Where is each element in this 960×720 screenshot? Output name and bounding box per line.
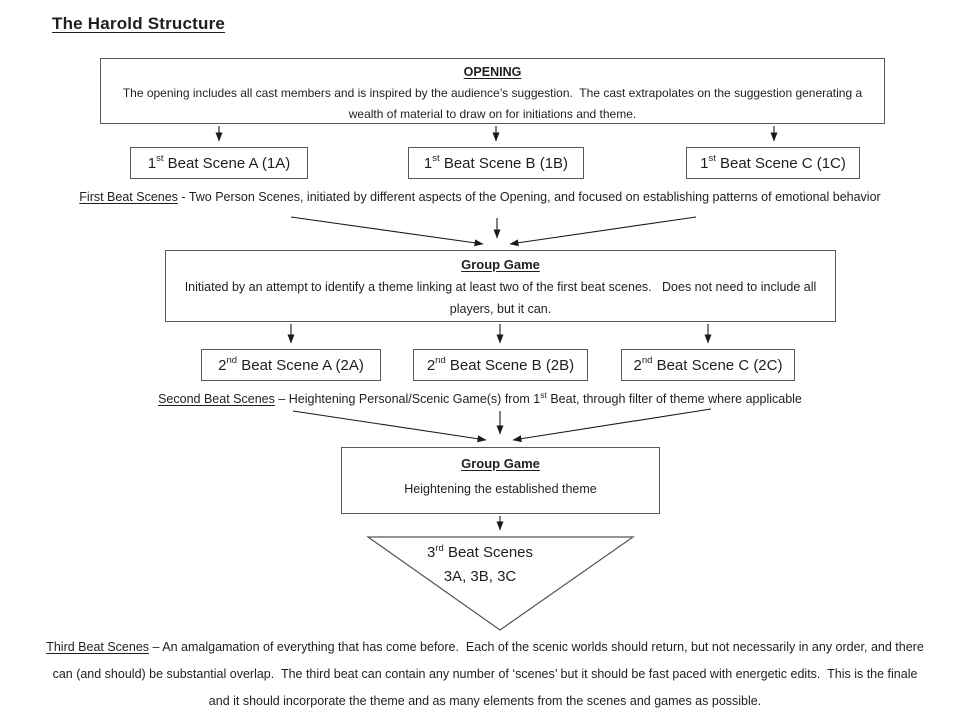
second-beat-scene-a-label: 2nd Beat Scene A (2A)	[218, 354, 364, 374]
first-beat-scene-c-box	[686, 147, 860, 179]
page-title: The Harold Structure	[52, 14, 226, 33]
third-beat-triangle-scenes: 3A, 3B, 3C	[443, 568, 517, 585]
first-beat-scene-c-label: 1st Beat Scene C (1C)	[700, 152, 846, 172]
second-beat-caption: Second Beat Scenes – Heightening Personal/Scenic Game(s) from 1st Beat, through filter of theme where applicable	[158, 390, 802, 407]
group-game-2-heading: Group Game	[461, 456, 540, 471]
second-beat-scene-b-box	[413, 349, 588, 381]
converging-arrows-icon	[291, 217, 696, 244]
second-beat-scene-c-label: 2nd Beat Scene C (2C)	[633, 354, 783, 374]
down-arrow-icon	[219, 126, 774, 141]
group-game-1-box	[165, 250, 836, 322]
first-beat-caption	[0, 190, 960, 204]
first-beat-caption-label: First Beat Scenes	[79, 190, 178, 204]
first-beat-scene-a-label: 1st Beat Scene A (1A)	[147, 152, 291, 172]
first-beat-scene-a-box	[130, 147, 308, 179]
first-beat-scene-b-box	[408, 147, 584, 179]
first-beat-scene-b-label: 1st Beat Scene B (1B)	[423, 152, 569, 172]
second-beat-scene-a-box	[201, 349, 381, 381]
second-beat-scene-c-box	[621, 349, 795, 381]
opening-box	[100, 58, 885, 124]
group-game-1-heading: Group Game	[461, 257, 540, 272]
second-beat-caption-label: Second Beat Scenes	[158, 392, 275, 407]
down-arrow-icon	[291, 324, 708, 343]
opening-body: The opening includes all cast members and is inspired by the audience’s suggestion. The cast extrapolates on the suggestion generating a wealth of material to draw on for initiations and theme.	[122, 86, 866, 121]
third-beat-note-label: Third Beat Scenes	[46, 640, 150, 654]
first-beat-caption-text: - Two Person Scenes, initiated by different aspects of the Opening, and focused on establishing patterns of emotional behavior	[177, 190, 881, 204]
third-beat-triangle-title: 3rd Beat Scenes	[426, 543, 534, 561]
third-beat-note-text: – An amalgamation of everything that has come before. Each of the scenic worlds should return, but not necessarily in any order, and there can (and should) be substantial overlap. The third beat can contain any number of ‘scenes’ but it should be fast paced with energetic edits. This is the finale and it should incorporate the theme and as many elements from the scenes and games as possible.	[52, 640, 928, 708]
third-beat-note	[45, 634, 928, 715]
group-game-2-body: Heightening the established theme	[404, 482, 597, 496]
converging-arrows-icon	[293, 409, 711, 440]
opening-heading: OPENING	[463, 65, 522, 79]
group-game-2-box	[341, 447, 660, 514]
second-beat-scene-b-label: 2nd Beat Scene B (2B)	[426, 354, 575, 374]
group-game-1-body: Initiated by an attempt to identify a theme linking at least two of the first beat scenes. Does not need to include all players, but it can.	[184, 280, 820, 316]
